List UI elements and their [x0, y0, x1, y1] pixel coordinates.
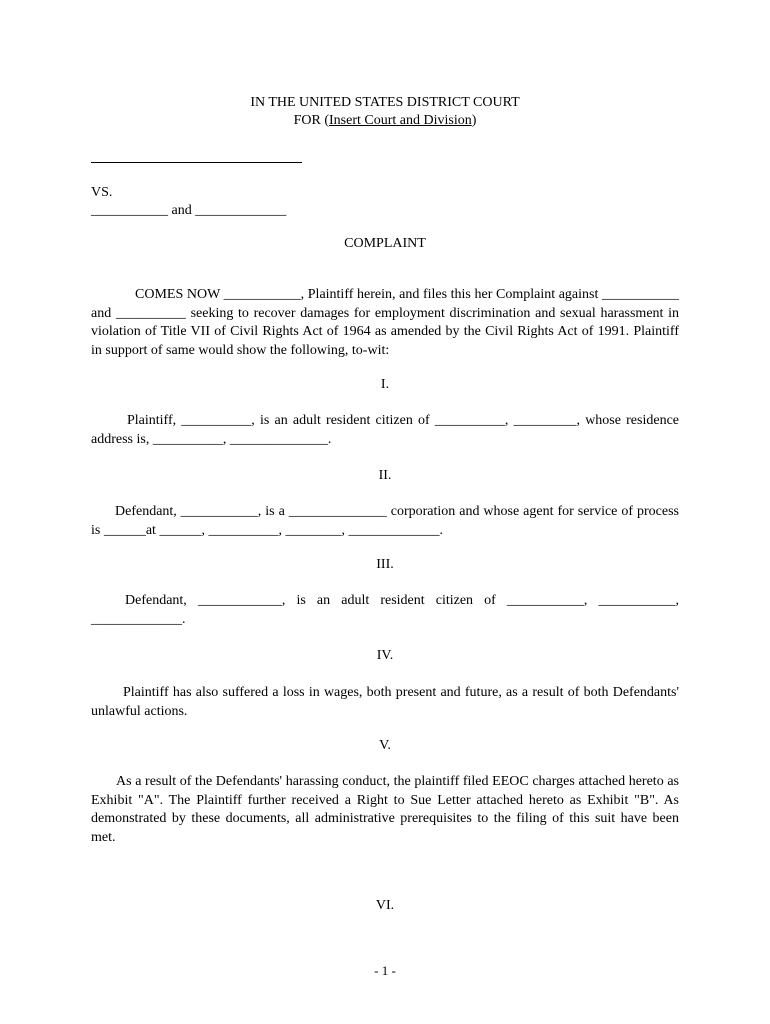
plaintiff-name-blank: [91, 162, 302, 163]
section-numeral-6: VI.: [375, 898, 395, 913]
section-numeral-3: III.: [376, 557, 394, 572]
for-prefix: FOR (: [293, 113, 329, 128]
defendants-caption-line: ___________ and _____________: [91, 203, 287, 218]
document-title: COMPLAINT: [344, 236, 426, 251]
versus-label: VS.: [91, 185, 113, 200]
section-numeral-1: I.: [380, 377, 390, 392]
section-numeral-4: IV.: [376, 648, 394, 663]
court-division-line: [91, 112, 679, 130]
section-paragraph-2: Defendant, ___________, is a ______________ corporation and whose agent for service of process is ______at ______, __________, ________, _____________.: [91, 504, 679, 538]
page-number: - 1 -: [374, 963, 396, 978]
insert-court-placeholder: Insert Court and Division: [329, 113, 472, 128]
section-paragraph-4: Plaintiff has also suffered a loss in wages, both present and future, as a result of both Defendants' unlawful actions.: [91, 685, 679, 719]
for-suffix: ): [471, 113, 477, 128]
section-paragraph-1: Plaintiff, __________, is an adult resident citizen of __________, _________, whose residence address is, __________, ______________.: [91, 413, 679, 447]
section-paragraph-3: Defendant, ____________, is an adult resident citizen of ___________, ___________, _____________.: [91, 593, 679, 627]
section-paragraph-5: As a result of the Defendants' harassing conduct, the plaintiff filed EEOC charges attached hereto as Exhibit "A". The Plaintiff further received a Right to Sue Letter attached hereto as Exhibit "B". As demonstrated by these documents, all administrative prerequisites to the filing of this suit have been met.: [91, 774, 679, 845]
court-heading: IN THE UNITED STATES DISTRICT COURT: [250, 95, 520, 110]
intro-paragraph: COMES NOW ___________, Plaintiff herein, and files this her Complaint against ___________ and __________ seeking to recover damages for employment discrimination and sexual harassment in violation of Title VII of Civil Rights Act of 1964 as amended by the Civil Rights Act of 1991. Plaintiff in support of same would show the following, to-wit:: [91, 287, 679, 358]
section-numeral-5: V.: [379, 738, 391, 753]
section-numeral-2: II.: [378, 468, 392, 483]
